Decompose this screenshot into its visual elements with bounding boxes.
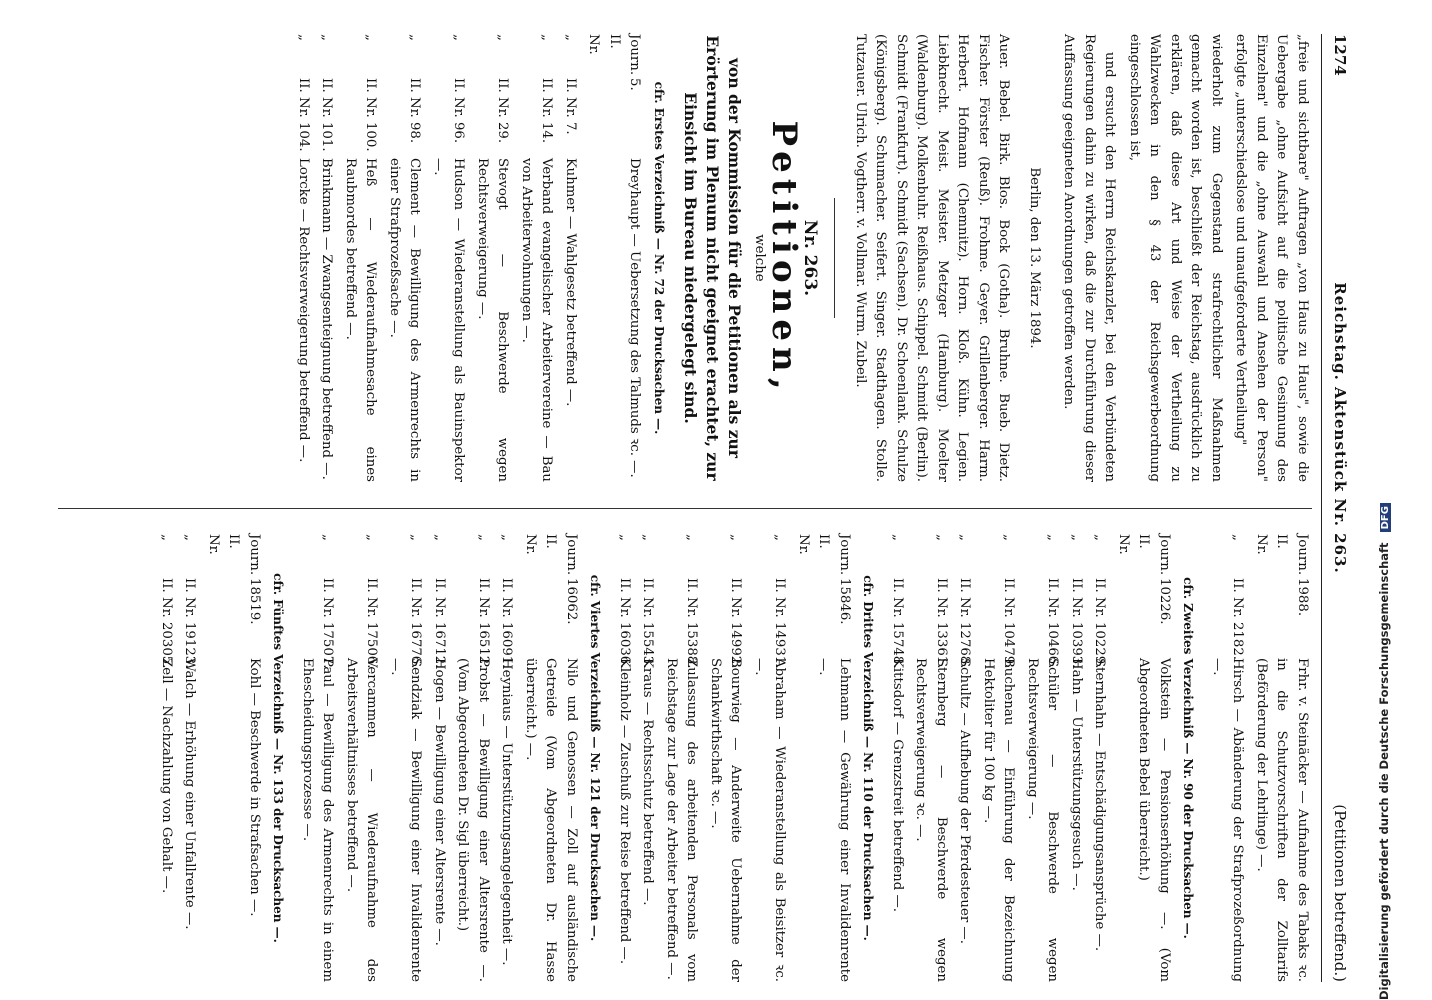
list1-heading: cfr. Erstes Verzeichniß — Nr. 72 der Drucksachen —. bbox=[652, 81, 666, 435]
petition-entry bbox=[661, 534, 702, 982]
entry-journal: Journ. II. Nr. bbox=[1254, 534, 1310, 576]
separator-rule bbox=[835, 198, 836, 318]
entry-journal: „ bbox=[159, 534, 174, 541]
entry-text: Kohl — Beschwerde in Strafsachen —. bbox=[247, 658, 262, 917]
petition-entry bbox=[156, 534, 177, 982]
petition-entry bbox=[429, 534, 450, 982]
entry-number: 16062. bbox=[564, 578, 579, 625]
entry-number: II. Nr. 10229. bbox=[1092, 578, 1108, 669]
entry-text: Brinkmann — Zwangsenteignung betreffend —. bbox=[319, 158, 335, 480]
entry-number: II. Nr. 96. bbox=[451, 78, 467, 144]
petition-entry bbox=[978, 534, 1019, 982]
petition-entry bbox=[340, 34, 381, 482]
page-number: 1274 bbox=[1331, 34, 1349, 76]
main-heading: von der Kommission für die Petitionen als zur Erörterung im Plenum nicht geeignet erachtet, zur Einsicht im Bureau niedergelegt sind. bbox=[681, 35, 744, 481]
entry-text: Dreyhaupt — Uebersetzung des Talmuds ꝛc. —. bbox=[627, 158, 643, 478]
entry-number: II. Nr. 14. bbox=[539, 78, 555, 144]
petition-entry bbox=[705, 534, 746, 982]
header-title: Reichstag. Aktenstück Nr. 263. bbox=[1331, 282, 1349, 574]
entry-journal: „ bbox=[407, 34, 423, 41]
entry-text: Heß — Wiederaufnahmesache eines Raubmordes betreffend —. bbox=[343, 158, 379, 482]
entry-text: Kittsdorf — Grenzstreit betreffend —. bbox=[890, 658, 905, 912]
petition-entry bbox=[1089, 534, 1110, 982]
entry-journal: „ bbox=[640, 534, 656, 541]
request-paragraph: und ersucht den Herrn Reichskanzler, bei den Verbündeten Regierungen dahin zu wirken, daß die zur Durchführung dieser Auffassung geeigneten Anordnungen getroffen werden. bbox=[1061, 34, 1118, 482]
entry-text: Schüler — Beschwerde wegen Rechtsverweigerung —. bbox=[1025, 658, 1061, 982]
entry-journal: „ bbox=[617, 534, 632, 541]
header-section: (Petitionen betreffend.) bbox=[1331, 804, 1349, 982]
entry-journal: „ bbox=[451, 34, 467, 41]
entry-journal: „ bbox=[684, 534, 700, 541]
petition-entry bbox=[1207, 534, 1248, 982]
left-column bbox=[28, 34, 1312, 482]
entry-journal: „ bbox=[408, 534, 424, 541]
entry-journal: „ bbox=[432, 534, 447, 541]
entry-journal: Journ. II. Nr. bbox=[206, 534, 262, 576]
entry-text: Zell — Nachzahlung von Gehalt —. bbox=[159, 658, 174, 894]
entry-text: Bourwieg — Anderweite Uebernahme der Schankwirthschaft ꝛc. —. bbox=[708, 658, 744, 982]
drucksache-number: Nr. 263. bbox=[800, 219, 821, 297]
petition-entry bbox=[749, 534, 790, 982]
entry-text: Probst — Bewilligung einer Altersrente —. (Vom Abgeordneten Dr. Sigl überreicht.) bbox=[455, 658, 491, 982]
list1-entries bbox=[293, 34, 645, 482]
entry-number: II. Nr. 29. bbox=[495, 78, 511, 144]
dfg-note-text: Digitalisierung gefördert durch die Deutsche Forschungsgemeinschaft bbox=[1377, 542, 1391, 1000]
entry-journal: Journ. II. Nr. bbox=[586, 34, 643, 76]
entry-journal: „ bbox=[772, 534, 788, 541]
petition-entry bbox=[1066, 534, 1087, 982]
entry-number: 18519. bbox=[247, 578, 262, 625]
entry-text: Kraus — Rechtsschutz betreffend —. bbox=[640, 658, 656, 906]
petition-entry bbox=[496, 534, 517, 982]
entry-text: Hirsch — Abänderung der Strafprozeßordnung —. bbox=[1210, 658, 1246, 982]
petition-entry bbox=[384, 34, 425, 482]
list3-entries bbox=[614, 534, 855, 982]
petition-entry bbox=[341, 534, 382, 982]
entry-journal: Journ. II. Nr. bbox=[1116, 534, 1172, 576]
petitionen-title: Petitionen, bbox=[764, 120, 804, 396]
entry-journal: „ bbox=[1001, 534, 1017, 541]
entry-journal: „ bbox=[1092, 534, 1108, 541]
petition-entry bbox=[179, 534, 200, 982]
petition-entry bbox=[793, 534, 855, 982]
dfg-side-note bbox=[1377, 0, 1395, 1000]
entry-number: II. Nr. 16091. bbox=[499, 578, 515, 669]
petition-entry bbox=[452, 534, 493, 982]
entry-number: 1988. bbox=[1295, 578, 1310, 617]
petition-entry bbox=[614, 534, 635, 982]
entry-number: II. Nr. 14992. bbox=[728, 578, 744, 669]
entry-text: Sendziak — Bewilligung einer Invalidenrente —. bbox=[388, 658, 424, 982]
entry-number: II. Nr. 100. bbox=[363, 78, 379, 152]
document-page bbox=[28, 34, 1358, 982]
dfg-logo: DFG bbox=[1380, 503, 1391, 532]
entry-journal: „ bbox=[319, 34, 335, 41]
entry-journal: „ bbox=[539, 34, 555, 41]
entry-number: II. Nr. 15388. bbox=[684, 578, 700, 669]
entry-text: Kleinholz — Zuschuß zur Reise betreffend —. bbox=[617, 658, 632, 965]
entry-journal: „ bbox=[476, 534, 491, 541]
petition-entry bbox=[1251, 534, 1313, 982]
entry-number: II. Nr. 20305. bbox=[159, 578, 174, 669]
entry-journal: „ bbox=[182, 534, 198, 541]
entry-number: II. Nr. 2182. bbox=[1230, 578, 1246, 661]
petition-entry bbox=[297, 534, 338, 982]
entry-journal: „ bbox=[1045, 534, 1061, 541]
entry-number: 10226. bbox=[1157, 578, 1172, 625]
entry-journal: „ bbox=[364, 534, 380, 541]
list2-heading: cfr. Zweites Verzeichniß — Nr. 90 der Drucksachen —. bbox=[1181, 577, 1196, 939]
entry-journal: „ bbox=[934, 534, 949, 541]
list3-heading: cfr. Drittes Verzeichniß — Nr. 110 der Drucksachen —. bbox=[861, 575, 876, 941]
entry-text: Frhr. v. Steinäcker — Aufnahme des Tabaks ꝛc. in die Schutzvorschriften der Zolltarifs (Beförderung der Lehrlinge) —. bbox=[1254, 658, 1310, 982]
entry-number: II. Nr. 12768. bbox=[957, 578, 973, 669]
entry-text: Abraham — Wiederanstellung als Beisitzer ꝛc. —. bbox=[752, 658, 788, 982]
list5-entries bbox=[156, 534, 265, 982]
entry-text: Walch — Erhöhung einer Unfallrente —. bbox=[182, 658, 198, 930]
entry-number: II. Nr. 16036. bbox=[617, 578, 632, 669]
list4-heading: cfr. Viertes Verzeichniß — Nr. 121 der Drucksachen —. bbox=[588, 574, 603, 942]
entry-text: Stevogt — Beschwerde wegen Rechtsverweigerung —. bbox=[475, 158, 511, 482]
petition-entry bbox=[428, 34, 469, 482]
entry-journal: Journ. II. Nr. bbox=[523, 534, 579, 576]
entry-number: 5. bbox=[627, 78, 643, 91]
dateline: Berlin, den 13. März 1894. bbox=[1027, 167, 1042, 349]
entry-text: Zulassung des arbeitenden Personals vom Reichstage zur Lage der Arbeiter betreffend —. bbox=[664, 658, 700, 982]
entry-journal: „ bbox=[363, 34, 379, 41]
entry-number: II. Nr. 17507. bbox=[320, 578, 336, 669]
entry-number: 15846. bbox=[837, 578, 852, 625]
entry-text: Hudson — Wiederanstellung als Bauinspektor —. bbox=[431, 158, 467, 482]
entry-text: Hogen — Bewilligung einer Altersrente —. bbox=[432, 658, 447, 946]
petition-entry bbox=[316, 34, 337, 482]
entry-number: II. Nr. 10479. bbox=[1001, 578, 1017, 669]
petition-entry bbox=[954, 534, 975, 982]
list4-entries bbox=[297, 534, 582, 982]
petition-entry bbox=[472, 34, 513, 482]
entry-text: Sternhahn — Entschädigungsansprüche —. bbox=[1092, 658, 1108, 952]
petition-entry bbox=[1022, 534, 1063, 982]
petition-entry bbox=[203, 534, 265, 982]
entry-text: Schultz — Aufhebung der Pferdesteuer —. bbox=[957, 658, 973, 944]
petition-entry bbox=[887, 534, 908, 982]
petition-entry bbox=[637, 534, 658, 982]
entry-journal: „ bbox=[563, 34, 578, 41]
signatories: Auer. Bebel. Birk. Blos. Bock (Gotha). Bruhne. Bueb. Dietz. Fischer. Förster (Reuß). Frohme. Geyer. Grillenberger. Harm. Herbert. Hofmann (Chemnitz). Horn. Kloß. Kühn. Legien. Liebknecht. Meist. Meister. Metzger (Hamburg). Moelter (Waldenburg). Molkenbuhr. Reißhaus. Schippel. Schmidt (Berlin). Schmidt (Frankfurt). Schmidt (Sachsen). Dr. Schoenlank. Schulze (Königsberg). Schumacher. Seifert. Singer. Stadthagen. Stolle. Tutzauer. Ulrich. Vogtherr. v. Vollmar. Wurm. Zubeil. bbox=[853, 34, 1012, 482]
top-entries bbox=[1207, 534, 1313, 982]
entry-text: Lehmann — Gewährung einer Invalidenrente —. bbox=[816, 658, 852, 982]
entry-number: II. Nr. 15543. bbox=[640, 578, 656, 669]
entry-number: II. Nr. 13361. bbox=[934, 578, 949, 669]
petition-entry bbox=[385, 534, 426, 982]
entry-number: II. Nr. 104. bbox=[296, 78, 311, 152]
entry-journal: „ bbox=[728, 534, 744, 541]
welche-line: welche bbox=[752, 234, 768, 282]
list2-entries bbox=[887, 534, 1175, 982]
entry-text: Nilo und Genossen — Zoll auf ausländische Getreide (Vom Abgeordneten Dr. Hasse überreicht.) —. bbox=[523, 658, 579, 982]
entry-number: II. Nr. 101. bbox=[319, 78, 335, 152]
right-column bbox=[28, 534, 1312, 982]
entry-text: Lorcke — Rechtsverweigerung betreffend —. bbox=[296, 158, 311, 463]
entry-journal: Journ. II. Nr. bbox=[796, 534, 852, 576]
entry-text: Paul — Bewilligung des Armenrechts in einem Ehescheidungsprozesse —. bbox=[300, 658, 336, 982]
entry-journal: „ bbox=[957, 534, 973, 541]
petition-entry bbox=[293, 34, 314, 482]
entry-journal: „ bbox=[320, 534, 336, 541]
petition-entry bbox=[520, 534, 582, 982]
entry-text: Vercammen — Wiederaufnahme des Arbeitsverhältnisses betreffend —. bbox=[344, 658, 380, 982]
entry-journal: „ bbox=[1230, 534, 1246, 541]
page-header bbox=[1321, 34, 1358, 982]
entry-number: II. Nr. 7. bbox=[563, 78, 578, 135]
petition-entry bbox=[516, 34, 557, 482]
list5-heading: cfr. Fünftes Verzeichniß — Nr. 133 der Drucksachen —. bbox=[271, 573, 286, 943]
entry-text: Heyniaus — Unterstützungsangelegenheit —. bbox=[499, 658, 515, 966]
entry-number: II. Nr. 14931. bbox=[772, 578, 788, 669]
entry-number: II. Nr. 16712. bbox=[432, 578, 447, 669]
entry-text: Volkstein — Pensionserhöhung —. (Vom Abgeordneten Bebel überreicht.) bbox=[1136, 658, 1172, 982]
petition-entry bbox=[560, 34, 581, 482]
entry-text: Kuhmer — Wahlgesetz betreffend —. bbox=[563, 158, 578, 407]
entry-number: II. Nr. 19123. bbox=[182, 578, 198, 669]
entry-text: Buchenau — Einführung der Bezeichnung Hektoliter für 100 kg —. bbox=[981, 658, 1017, 982]
entry-number: II. Nr. 10466. bbox=[1045, 578, 1061, 669]
entry-journal: „ bbox=[499, 534, 515, 541]
entry-journal: „ bbox=[1069, 534, 1084, 541]
entry-journal: „ bbox=[890, 534, 905, 541]
petition-entry bbox=[1113, 534, 1175, 982]
column-divider bbox=[58, 508, 1312, 509]
resolution-paragraph: wiederholt zum Gegenstand strafrechtlicher Maßnahmen gemacht worden ist, beschließt der Reichstag, ausdrücklich zu erklären, daß diese Art und Weise der Vertheilung zu Wahlzwecken in den § 43 der Reichsgewerbeordnung eingeschlossen ist, bbox=[1127, 34, 1224, 482]
entry-text: Verband evangelischer Arbeitervereine — Bau von Arbeiterwohnungen —. bbox=[519, 158, 555, 482]
entry-number: II. Nr. 16512. bbox=[476, 578, 491, 669]
entry-number: II. Nr. 98. bbox=[407, 78, 423, 144]
petition-entry bbox=[583, 34, 645, 482]
entry-text: Hahn — Unterstützungsgesuch —. bbox=[1069, 658, 1084, 891]
petition-entry bbox=[910, 534, 951, 982]
entry-number: II. Nr. 15748. bbox=[890, 578, 905, 669]
entry-text: Sternberg — Beschwerde wegen Rechtsverweigerung ꝛc. —. bbox=[913, 658, 949, 982]
intro-paragraph: „freie und sichtbare" Auftragen „von Haus zu Haus", sowie die Uebergabe „ohne Aufsicht auf die politische Gesinnung des Einzelnen" und die „ohne Auswahl und Ansehen der Person" erfolgte „unterschiedslose und unaufgeforderte Vertheilung" bbox=[1233, 34, 1310, 482]
entry-number: II. Nr. 16776. bbox=[408, 578, 424, 669]
entry-journal: „ bbox=[495, 34, 511, 41]
entry-number: II. Nr. 17506. bbox=[364, 578, 380, 669]
entry-journal: „ bbox=[296, 34, 311, 41]
entry-text: Clement — Bewilligung des Armenrechts in einer Strafprozeßsache —. bbox=[387, 158, 423, 482]
entry-number: II. Nr. 10393. bbox=[1069, 578, 1084, 669]
